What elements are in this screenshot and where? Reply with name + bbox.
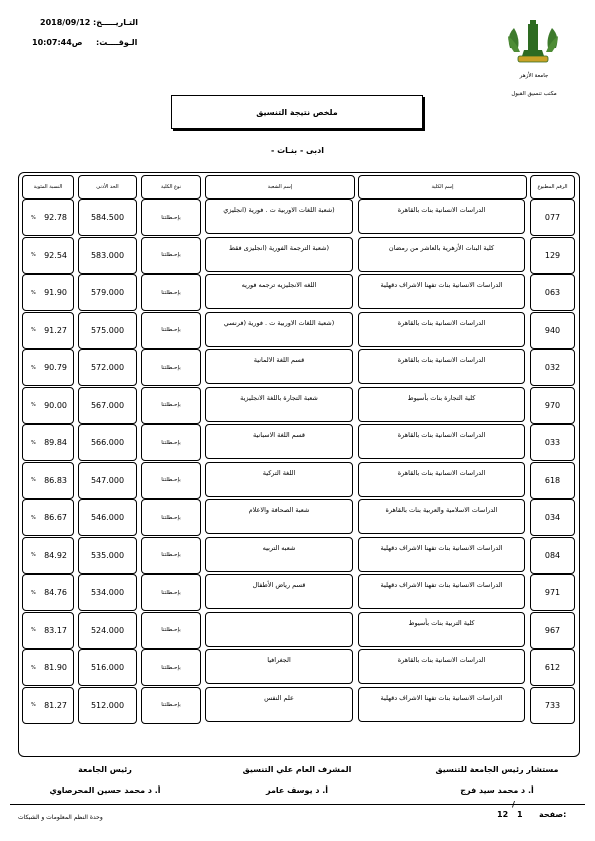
cell-pct [22, 199, 74, 236]
supervisor-title: المشرف العام علي التنسيق [242, 765, 352, 774]
date-value: 2018/09/12 [40, 18, 91, 27]
cell-college: كلية البنات الأزهرية بالعاشر من رمضان [358, 237, 525, 272]
table-row [20, 312, 576, 349]
table-row [20, 274, 576, 311]
percent-value: 90.79 [44, 363, 67, 372]
cell-code: 967 [530, 612, 575, 649]
percent-value: 92.78 [44, 213, 67, 222]
cell-code: 612 [530, 649, 575, 686]
page-separator: / [512, 800, 515, 809]
percent-value: 90.00 [44, 400, 67, 410]
table-row [20, 499, 576, 536]
cell-type: بإحـطلتنا [141, 574, 201, 611]
percent-sign: % [31, 477, 36, 483]
table-row [20, 237, 576, 274]
cell-type: بإحـطلتنا [141, 274, 201, 311]
cell-code: 034 [530, 499, 575, 536]
cell-code: 940 [530, 312, 575, 349]
cell-dept: قسم اللغة الاسبانية [205, 424, 353, 459]
percent-value: 91.90 [44, 288, 67, 297]
percent-sign: % [31, 589, 36, 596]
cell-college: الدراسات الانسانية بنات بالقاهرة [358, 649, 525, 684]
cell-pct [22, 387, 74, 424]
date-label: التـاريـــــخ: [93, 18, 138, 27]
cell-min: 566.000 [78, 424, 137, 461]
university-logo-icon [504, 18, 562, 66]
cell-type: بإحـطلتنا [141, 537, 201, 574]
cell-pct [22, 274, 74, 311]
supervisor-name: أ. د يوسف عامر [265, 786, 329, 795]
cell-min: 547.000 [78, 462, 137, 499]
cell-type: بإحـطلتنا [141, 199, 201, 236]
cell-code: 971 [530, 574, 575, 611]
cell-dept: شعبة التجارة باللغة الانجليزية [205, 387, 353, 422]
cell-college: الدراسات الانسانية بنات بالقاهرة [358, 312, 525, 347]
percent-sign: % [31, 214, 36, 221]
report-title: ملخص نتيجة التنسيق [171, 95, 423, 129]
cell-min: 575.000 [78, 312, 137, 349]
table-row [20, 349, 576, 386]
header-type: نوع الكلية [141, 175, 201, 199]
cell-college: الدراسات الاسلامية والعربية بنات بالقاهرة [358, 499, 525, 534]
president-name: أ. د محمد حسين المحرصاوي [49, 786, 161, 795]
table-row [20, 387, 576, 424]
table-row [20, 537, 576, 574]
percent-value: 92.54 [44, 250, 67, 260]
cell-pct [22, 312, 74, 349]
cell-college: الدراسات الانسانية بنات تفهنا الاشراف دقهلية [358, 574, 525, 609]
cell-dept: (شعبة اللغات الاوربية ت . فورية (انجليزي [205, 199, 353, 234]
cell-min: 534.000 [78, 574, 137, 611]
cell-pct [22, 612, 74, 649]
cell-pct [22, 649, 74, 686]
cell-min: 584.500 [78, 199, 137, 236]
cell-dept: الجغرافيا [205, 649, 353, 684]
report-subtitle: - ادبى - بنـات [271, 146, 324, 155]
cell-code: 063 [530, 274, 575, 311]
table-row [20, 574, 576, 611]
cell-code: 077 [530, 199, 575, 236]
table-row [20, 612, 576, 649]
page-total: 12 [497, 810, 509, 819]
cell-dept: شعبه التربيه [205, 537, 353, 572]
percent-value: 91.27 [44, 325, 67, 335]
cell-code: 618 [530, 462, 575, 499]
cell-dept: (شعبة الترجمة الفورية (انجليزى فقط [205, 237, 353, 272]
cell-pct [22, 237, 74, 274]
cell-college: الدراسات الانسانية بنات بالقاهرة [358, 424, 525, 459]
percent-sign: % [31, 327, 36, 333]
percent-sign: % [31, 364, 36, 371]
percent-sign: % [31, 664, 36, 671]
divider [10, 804, 585, 805]
percent-value: 89.84 [44, 438, 67, 447]
cell-dept: قسم رياض الأطفال [205, 574, 353, 609]
cell-type: بإحـطلتنا [141, 237, 201, 274]
cell-min: 583.000 [78, 237, 137, 274]
cell-dept: اللغه الانجليزيه ترجمه فوريه [205, 274, 353, 309]
page-current: 1 [517, 810, 523, 819]
unit-name: وحدة النظم المعلومات و الشبكات [18, 814, 103, 821]
percent-value: 81.90 [44, 663, 67, 672]
cell-type: بإحـطلتنا [141, 349, 201, 386]
cell-college: الدراسات الانسانية بنات تفهنا الاشراف دقهلية [358, 537, 525, 572]
cell-min: 572.000 [78, 349, 137, 386]
cell-type: بإحـطلتنا [141, 612, 201, 649]
time-label: الـوقــــت: [96, 38, 138, 47]
percent-value: 81.27 [44, 700, 67, 710]
page-label: صفحة: [539, 810, 567, 819]
percent-sign: % [31, 552, 36, 558]
cell-min: 546.000 [78, 499, 137, 536]
cell-code: 970 [530, 387, 575, 424]
time-value: ص10:07:44 [32, 38, 83, 47]
cell-college: كلية التجارة بنات بأسيوط [358, 387, 525, 422]
table-row [20, 649, 576, 686]
cell-code: 084 [530, 537, 575, 574]
cell-type: بإحـطلتنا [141, 462, 201, 499]
percent-value: 86.67 [44, 513, 67, 522]
header-min: الحد الأدنى [78, 175, 137, 199]
cell-pct [22, 574, 74, 611]
percent-sign: % [31, 402, 36, 408]
cell-dept: علم النفس [205, 687, 353, 722]
cell-code: 032 [530, 349, 575, 386]
percent-sign: % [31, 702, 36, 708]
table-row [20, 199, 576, 236]
cell-type: بإحـطلتنا [141, 687, 201, 724]
table-row [20, 687, 576, 724]
percent-value: 84.92 [44, 550, 67, 560]
cell-dept: (شعبة اللغات الاوربية ت . فورية (فرنسي [205, 312, 353, 347]
table-row [20, 424, 576, 461]
cell-college: الدراسات الانسانية بنات بالقاهرة [358, 462, 525, 497]
cell-min: 579.000 [78, 274, 137, 311]
header-code: الرقم المطبوع [530, 175, 575, 199]
cell-type: بإحـطلتنا [141, 649, 201, 686]
cell-pct [22, 687, 74, 724]
cell-min: 567.000 [78, 387, 137, 424]
cell-min: 516.000 [78, 649, 137, 686]
cell-type: بإحـطلتنا [141, 387, 201, 424]
header-department: إسم الشعبة [205, 175, 355, 199]
header-college: إسم الكلية [358, 175, 527, 199]
office-name: مكتب تنسيق القبول [511, 91, 557, 97]
percent-sign: % [31, 289, 36, 296]
cell-min: 535.000 [78, 537, 137, 574]
cell-code: 733 [530, 687, 575, 724]
advisor-name: أ. د محمد سيد فرج [460, 786, 534, 795]
cell-pct [22, 537, 74, 574]
cell-min: 524.000 [78, 612, 137, 649]
percent-sign: % [31, 252, 36, 258]
percent-sign: % [31, 627, 36, 633]
cell-college: الدراسات الانسانية بنات تفهنا الاشراف دقهلية [358, 687, 525, 722]
cell-code: 033 [530, 424, 575, 461]
cell-pct [22, 424, 74, 461]
cell-pct [22, 349, 74, 386]
advisor-title: مستشار رئيس الجامعة للتنسيق [435, 765, 559, 774]
cell-pct [22, 462, 74, 499]
cell-min: 512.000 [78, 687, 137, 724]
cell-dept: قسم اللغة الالمانية [205, 349, 353, 384]
percent-sign: % [31, 439, 36, 446]
percent-value: 83.17 [44, 625, 67, 635]
cell-type: بإحـطلتنا [141, 312, 201, 349]
cell-college: الدراسات الانسانية بنات تفهنا الاشراف دقهلية [358, 274, 525, 309]
cell-college: كلية التربية بنات بأسيوط [358, 612, 525, 647]
percent-sign: % [31, 514, 36, 521]
percent-value: 84.76 [44, 588, 67, 597]
university-name: جامعة الأزهر [519, 73, 549, 79]
header-percent: النسبة المئوية [22, 175, 74, 199]
cell-dept: شعبة الصحافة والاعلام [205, 499, 353, 534]
cell-college: الدراسات الانسانية بنات بالقاهرة [358, 199, 525, 234]
cell-college: الدراسات الانسانية بنات بالقاهرة [358, 349, 525, 384]
cell-dept [205, 612, 353, 647]
cell-type: بإحـطلتنا [141, 499, 201, 536]
table-row [20, 462, 576, 499]
cell-pct [22, 499, 74, 536]
president-title: رئيس الجامعة [78, 765, 132, 774]
percent-value: 86.83 [44, 475, 67, 485]
cell-type: بإحـطلتنا [141, 424, 201, 461]
cell-code: 129 [530, 237, 575, 274]
cell-dept: اللغة التركية [205, 462, 353, 497]
